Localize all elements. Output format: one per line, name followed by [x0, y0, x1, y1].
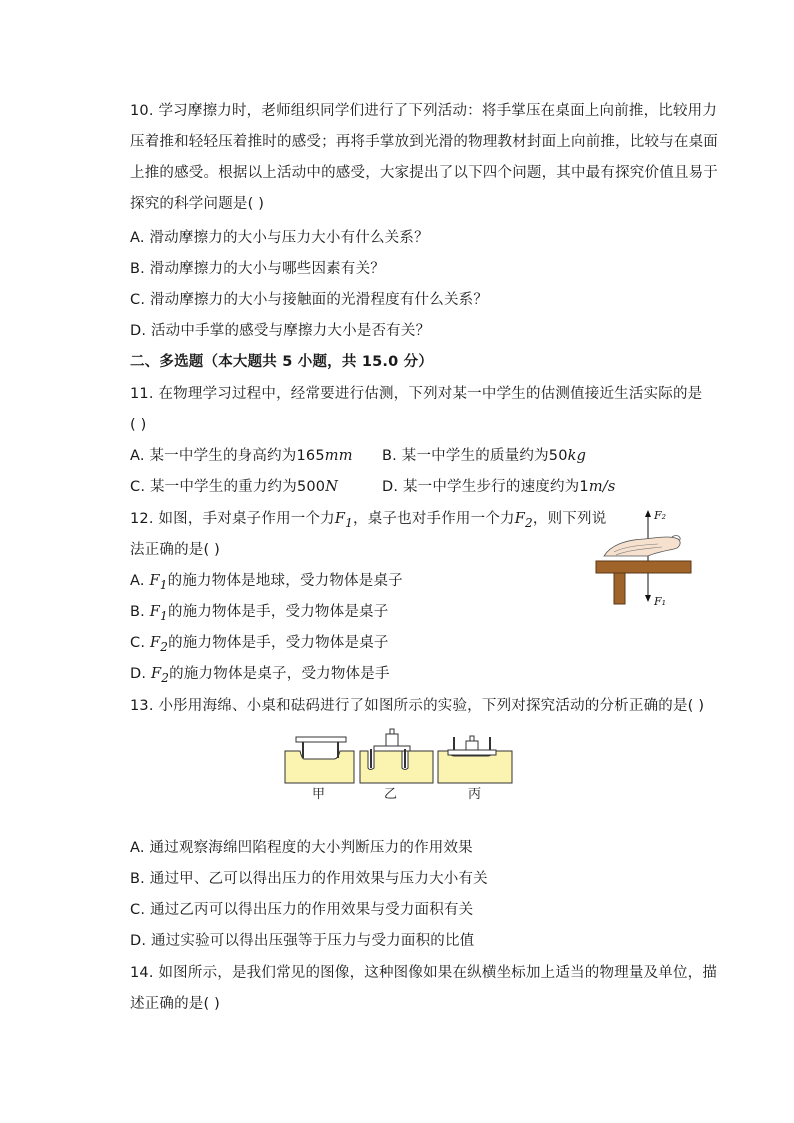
q13-option-a: A. 通过观察海绵凹陷程度的大小判断压力的作用效果 [130, 840, 473, 856]
q14-stem-line-1: 14. 如图所示，是我们常见的图像，这种图像如果在纵横坐标加上适当的物理量及单位，描 [130, 965, 718, 981]
q11-option-a [130, 446, 353, 466]
q13-sponge-experiment-figure [282, 723, 514, 785]
q11-option-d-unit: m/s [588, 479, 616, 495]
q11-option-c [130, 477, 338, 497]
q13-figure-label-jia: 甲 [312, 787, 326, 802]
q12-option-b: B. $F_1$的施力物体是手，受力物体是桌子 [130, 604, 389, 623]
q12-figure-label-f2: F₂ [654, 509, 667, 522]
q12-option-d: D. $F_2$的施力物体是桌子，受力物体是手 [130, 666, 390, 685]
q12-stem-f2: $F_2$ [514, 511, 533, 530]
q10-stem-line-3: 上推的感受。根据以上活动中的感受，大家提出了以下四个问题，其中最有探究价值且易于 [130, 165, 718, 181]
q11-option-b-text: B. 某一中学生的质量约为50 [382, 448, 568, 464]
q10-stem-line-1: 10. 学习摩擦力时，老师组织同学们进行了下列活动：将手掌压在桌面上向前推，比较用力 [130, 103, 718, 119]
q11-option-c-text: C. 某一中学生的重力约为500 [130, 479, 326, 495]
q11-stem-line-2: ( ) [130, 417, 147, 433]
q11-option-b [382, 446, 586, 466]
q12-option-a: A. $F_1$的施力物体是地球，受力物体是桌子 [130, 573, 403, 592]
q10-option-a: A. 滑动摩擦力的大小与压力大小有什么关系？ [130, 230, 429, 246]
q13-stem-line-1: 13. 小彤用海绵、小桌和砝码进行了如图所示的实验，下列对探究活动的分析正确的是( ) [130, 698, 705, 714]
q12-stem-f1: $F_1$ [334, 511, 354, 530]
q10-stem-line-2: 压着推和轻轻压着推时的感受；再将手掌放到光滑的物理教材封面上向前推，比较与在桌面 [130, 134, 718, 150]
q14-stem-line-2: 述正确的是( ) [130, 996, 221, 1012]
q11-option-b-unit: kg [567, 448, 587, 464]
q12-option-c: C. $F_2$的施力物体是手，受力物体是桌子 [130, 635, 389, 654]
q11-stem-line-1: 11. 在物理学习过程中，经常要进行估测，下列对某一中学生的估测值接近生活实际的是 [130, 386, 703, 402]
q13-figure-label-yi: 乙 [384, 787, 398, 802]
q12-stem-text-c: ，则下列说 [532, 511, 607, 527]
q10-option-c: C. 滑动摩擦力的大小与接触面的光滑程度有什么关系？ [130, 292, 489, 308]
section-header-multiple-choice: 二、多选题（本大题共 5 小题，共 15.0 分） [130, 354, 434, 370]
q10-option-d: D. 活动中手掌的感受与摩擦力大小是否有关？ [130, 323, 431, 339]
q10-stem-line-4: 探究的科学问题是( ) [130, 196, 265, 212]
q13-option-d: D. 通过实验可以得出压强等于压力与受力面积的比值 [130, 933, 475, 949]
q11-option-a-unit: mm [324, 448, 353, 464]
q11-option-d-text: D. 某一中学生步行的速度约为1 [382, 479, 589, 495]
q13-figure-label-bing: 丙 [468, 787, 482, 802]
q12-hand-table-figure [592, 506, 698, 608]
q12-stem-text-b: ，桌子也对手作用一个力 [353, 511, 515, 527]
q11-option-c-unit: N [325, 479, 339, 495]
q12-figure-label-f1: F₁ [654, 595, 667, 608]
q12-stem-text-a: 12. 如图，手对桌子作用一个力 [130, 511, 335, 527]
q12-stem-line-2: 法正确的是( ) [130, 542, 221, 558]
q11-option-a-text: A. 某一中学生的身高约为165 [130, 448, 325, 464]
q10-option-b: B. 滑动摩擦力的大小与哪些因素有关？ [130, 261, 385, 277]
q11-option-d [382, 477, 616, 497]
q12-stem-line-1 [130, 509, 606, 533]
q13-option-c: C. 通过乙丙可以得出压力的作用效果与受力面积有关 [130, 902, 474, 918]
q13-option-b: B. 通过甲、乙可以得出压力的作用效果与压力大小有关 [130, 871, 488, 887]
